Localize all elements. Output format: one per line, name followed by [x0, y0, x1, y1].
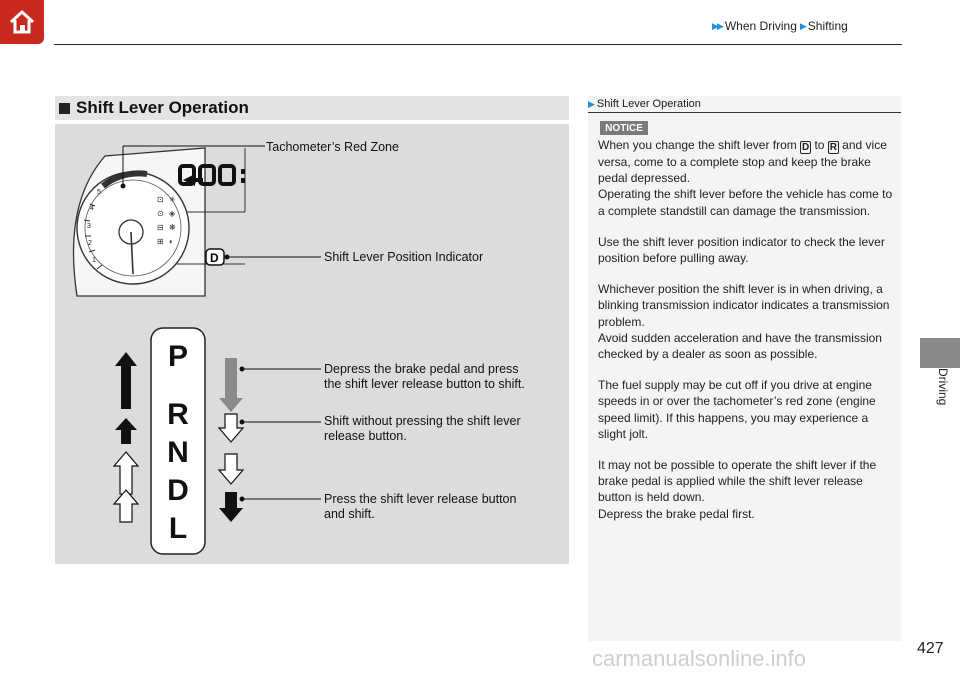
callout-depress-brake: Depress the brake pedal and press the shift lever release button to shift. [324, 362, 525, 391]
svg-text:✳: ✳ [169, 195, 176, 204]
note-paragraph-5: It may not be possible to operate the shift lever if the brake pedal is applied while the shift lever release button is held down. Depress the brake pedal first. [598, 458, 877, 521]
svg-text:⊡: ⊡ [157, 195, 164, 204]
figure-panel [55, 124, 569, 564]
page-number: 427 [917, 640, 944, 657]
svg-text:8: 8 [131, 171, 135, 178]
note-arrow-icon: ▶ [588, 98, 595, 109]
down-arrow-filled-icon [219, 492, 243, 522]
gear-d: D [167, 474, 189, 507]
watermark: carmanualsonline.info [592, 646, 807, 671]
notice-badge: NOTICE [600, 121, 648, 135]
gear-p: P [167, 340, 189, 373]
svg-text:⊟: ⊟ [157, 223, 164, 232]
svg-text:7: 7 [118, 174, 122, 181]
breadcrumb-item-shifting[interactable]: Shifting [807, 19, 848, 33]
square-bullet-icon [59, 103, 70, 114]
breadcrumb-arrow-icon: ▶ [799, 20, 805, 31]
callout-position-indicator: Shift Lever Position Indicator [324, 250, 484, 264]
svg-text:❋: ❋ [169, 223, 176, 232]
callout-red-zone: Tachometer’s Red Zone [266, 140, 399, 154]
svg-text:1: 1 [92, 257, 96, 264]
chapter-tab-label: Driving [936, 368, 950, 406]
up-arrow-filled-large-icon [115, 352, 137, 409]
svg-text:6: 6 [107, 179, 111, 186]
note-heading [588, 96, 901, 113]
gear-n: N [167, 436, 189, 469]
chapter-tab[interactable] [920, 338, 960, 368]
gear-r: R [167, 398, 189, 431]
section-title: Shift Lever Operation [76, 98, 249, 117]
note-body [598, 137, 894, 537]
header-divider [54, 44, 902, 45]
svg-text:3: 3 [87, 223, 91, 230]
svg-text:5: 5 [97, 189, 101, 196]
note-paragraph-1: When you change the shift lever from D to R and vice versa, come to a complete stop and keep the brake pedal depressed. Operating the shift lever before the vehicle has come to a complete standstill can damage the transmission. [598, 138, 893, 218]
breadcrumb [712, 19, 848, 33]
svg-text:◈: ◈ [169, 209, 176, 218]
callout-press-button: Press the shift lever release button and shift. [324, 492, 517, 521]
note-paragraph-2: Use the shift lever position indicator to check the lever position before pulling away. [598, 234, 885, 266]
breadcrumb-arrow-icon: ▶▶ [712, 20, 722, 31]
down-arrow-outline-icon [219, 414, 243, 442]
breadcrumb-item-when-driving[interactable]: When Driving [724, 19, 797, 33]
svg-text:⊞: ⊞ [157, 237, 164, 246]
svg-text:2: 2 [88, 240, 92, 247]
down-arrow-outline-icon [219, 454, 243, 484]
up-arrow-outline-icon [114, 452, 138, 494]
gear-r-key: R [829, 142, 837, 153]
svg-text:4: 4 [90, 205, 94, 212]
note-paragraph-4: The fuel supply may be cut off if you drive at engine speeds in or over the tachometer’s red zone (engine speed limit). If this happens, you may experience a slight jolt. [598, 378, 876, 441]
up-arrow-filled-icon [115, 418, 137, 444]
down-arrow-gray-icon [219, 358, 243, 412]
callout-shift-without-button: Shift without pressing the shift lever release button. [324, 414, 521, 443]
section-heading [55, 96, 569, 120]
svg-text:◐: ◐ [169, 237, 174, 246]
note-paragraph-3: Whichever position the shift lever is in when driving, a blinking transmission indicator indicates a transmission problem. Avoid sudden acceleration and have the transmission checked by a dealer as soon as possible. [598, 282, 890, 362]
indicator-letter: D [210, 251, 219, 265]
up-arrow-outline-icon [114, 490, 138, 522]
home-button[interactable] [0, 0, 44, 44]
gear-l: L [168, 512, 188, 545]
svg-text:⊙: ⊙ [157, 209, 164, 218]
house-icon [7, 7, 37, 37]
gear-d-key: D [802, 142, 810, 153]
note-title: Shift Lever Operation [596, 98, 701, 110]
